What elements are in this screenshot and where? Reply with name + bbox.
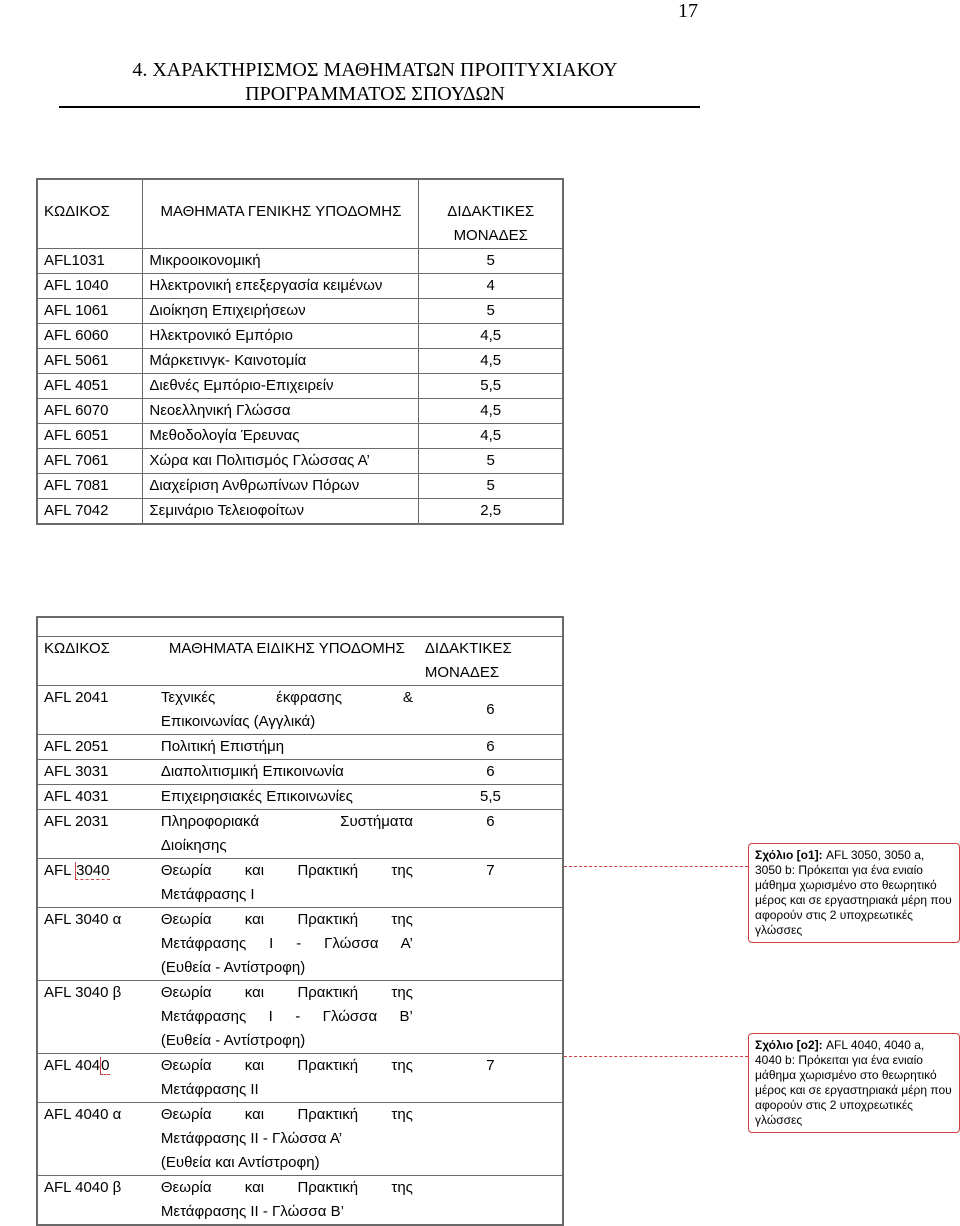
table-row [37,1176,563,1226]
table-row [37,499,563,525]
row-code: AFL 4040 α [37,1103,155,1176]
title-underline [59,106,700,108]
row-course: Ηλεκτρονικό Εμπόριο [143,324,419,349]
row-course [155,981,419,1054]
course-line-1: Θεωρία και Πρακτική της [160,862,413,879]
row-credits [419,1176,563,1226]
course-line-3: (Ευθεία και Αντίστροφη) [160,1154,320,1171]
course-line-1: Θεωρία και Πρακτική της [160,1179,413,1196]
table-row [37,810,563,859]
row-code: AFL 4031 [37,785,155,810]
page-title [55,58,695,106]
row-code: AFL 6051 [37,424,143,449]
row-code: AFL 7081 [37,474,143,499]
row-course [155,859,419,908]
comment-label: Σχόλιο [o1]: [755,848,823,862]
row-credits: 2,5 [419,499,563,525]
row-credits: 6 [419,686,563,735]
row-credits: 5 [419,249,563,274]
row-credits: 5 [419,449,563,474]
table-top-spacer [37,617,563,637]
row-code: AFL 5061 [37,349,143,374]
table-row [37,449,563,474]
row-course: Χώρα και Πολιτισμός Γλώσσας Α’ [143,449,419,474]
row-credits: 4,5 [419,349,563,374]
table-row [37,785,563,810]
course-line-2: Μετάφρασης ΙΙ - Γλώσσα Β’ [160,1203,344,1220]
course-line-3: (Ευθεία - Αντίστροφη) [160,959,306,976]
table-row [37,474,563,499]
row-code: AFL 1061 [37,299,143,324]
row-credits: 4,5 [419,424,563,449]
row-credits: 5 [419,299,563,324]
row-credits: 6 [419,810,563,859]
comment-leader-line [564,1056,748,1057]
row-course: Πολιτική Επιστήμη [155,735,419,760]
table-row [37,686,563,735]
course-line-1: Θεωρία και Πρακτική της [160,911,413,928]
commented-code-anchor[interactable]: 3040 [76,862,110,879]
row-code: AFL 4040 β [37,1176,155,1226]
course-line-2: Μετάφρασης Ι - Γλώσσα Β’ [160,1008,413,1025]
table-row [37,349,563,374]
comment-label: Σχόλιο [o2]: [755,1038,823,1052]
row-credits: 4,5 [419,324,563,349]
row-course: Διαπολιτισμική Επικοινωνία [155,760,419,785]
row-code: AFL 2031 [37,810,155,859]
row-code: AFL 3040 β [37,981,155,1054]
course-line-1: Πληροφοριακά Συστήματα [160,813,413,830]
table-row [37,324,563,349]
page-number: 17 [678,0,698,22]
table-row [37,859,563,908]
course-line-1: Τεχνικές έκφρασης & [160,689,413,706]
row-code: AFL 1040 [37,274,143,299]
row-code: AFL 7042 [37,499,143,525]
row-course: Μάρκετινγκ- Καινοτομία [143,349,419,374]
row-credits: 5 [419,474,563,499]
course-line-2: Μετάφρασης ΙΙ [160,1081,259,1098]
table-header-row [37,200,563,249]
row-credits: 4 [419,274,563,299]
row-course [155,1176,419,1226]
table-top-spacer [37,179,563,200]
special-courses-table [36,616,564,1226]
course-line-3: (Ευθεία - Αντίστροφη) [160,1032,306,1049]
row-credits: 7 [419,1054,563,1103]
table-row [37,908,563,981]
code-prefix: AFL [44,862,76,879]
header-course: ΜΑΘΗΜΑΤΑ ΓΕΝΙΚΗΣ ΥΠΟΔΟΜΗΣ [143,200,419,249]
row-credits: 6 [419,735,563,760]
header-code: ΚΩΔΙΚΟΣ [37,637,155,686]
table-row [37,399,563,424]
row-course [155,686,419,735]
row-credits: 7 [419,859,563,908]
code-prefix: AFL 404 [44,1057,101,1074]
general-courses-table [36,178,564,525]
title-line-2: ΠΡΟΓΡΑΜΜΑΤΟΣ ΣΠΟΥΔΩΝ [245,83,505,105]
table-row [37,374,563,399]
table-row [37,735,563,760]
row-code [37,1054,155,1103]
row-code: AFL 3031 [37,760,155,785]
row-course [155,1103,419,1176]
row-course [155,810,419,859]
header-credits: ΔΙΔΑΚΤΙΚΕΣ ΜΟΝΑΔΕΣ [419,200,563,249]
table-row [37,274,563,299]
row-code: AFL 4051 [37,374,143,399]
comment-balloon[interactable] [748,843,960,943]
row-course: Ηλεκτρονική επεξεργασία κειμένων [143,274,419,299]
row-credits [419,981,563,1054]
row-code: AFL 7061 [37,449,143,474]
course-line-1: Θεωρία και Πρακτική της [160,1106,413,1123]
table-row [37,1054,563,1103]
course-line-2: Διοίκησης [160,837,227,854]
table-row [37,424,563,449]
comment-leader-line [564,866,748,867]
title-line-1: 4. ΧΑΡΑΚΤΗΡΙΣΜΟΣ ΜΑΘΗΜΑΤΩΝ ΠΡΟΠΤΥΧΙΑΚΟΥ [132,59,618,81]
row-code: AFL1031 [37,249,143,274]
course-line-2: Μετάφρασης Ι - Γλώσσα Α’ [160,935,413,952]
comment-text: AFL 4040, 4040 a, 4040 b: Πρόκειται για ένα ενιαίο μάθημα χωρισμένο στο θεωρητικό μέρος και σε εργαστηριακά μέρη που αφορούν στις 2 υποχρεωτικές γλώσσες [755,1038,952,1127]
row-course: Μικροοικονομική [143,249,419,274]
row-course: Διοίκηση Επιχειρήσεων [143,299,419,324]
row-code: AFL 3040 α [37,908,155,981]
row-course: Επιχειρησιακές Επικοινωνίες [155,785,419,810]
header-code: ΚΩΔΙΚΟΣ [37,200,143,249]
table-row [37,981,563,1054]
row-credits: 6 [419,760,563,785]
row-credits: 4,5 [419,399,563,424]
table-row [37,760,563,785]
table-row [37,249,563,274]
course-line-1: Θεωρία και Πρακτική της [160,1057,413,1074]
course-line-2: Μετάφρασης Ι [160,886,255,903]
row-course [155,908,419,981]
row-code [37,859,155,908]
row-credits: 5,5 [419,374,563,399]
course-line-1: Θεωρία και Πρακτική της [160,984,413,1001]
row-course: Νεοελληνική Γλώσσα [143,399,419,424]
row-credits [419,908,563,981]
table-row [37,299,563,324]
row-course: Σεμινάριο Τελειοφοίτων [143,499,419,525]
course-line-2: Επικοινωνίας (Αγγλικά) [160,713,316,730]
course-line-2: Μετάφρασης ΙΙ - Γλώσσα Α’ [160,1130,343,1147]
table-row [37,1103,563,1176]
row-code: AFL 2041 [37,686,155,735]
row-course: Διεθνές Εμπόριο-Επιχειρείν [143,374,419,399]
row-credits: 5,5 [419,785,563,810]
row-course [155,1054,419,1103]
commented-code-anchor[interactable]: 0 [101,1057,110,1074]
row-code: AFL 6060 [37,324,143,349]
table-header-row [37,637,563,686]
row-credits [419,1103,563,1176]
row-code: AFL 2051 [37,735,155,760]
comment-text: AFL 3050, 3050 a, 3050 b: Πρόκειται για ένα ενιαίο μάθημα χωρισμένο στο θεωρητικό μέρος και σε εργαστηριακά μέρη που αφορούν στις 2 υποχρεωτικές γλώσσες [755,848,952,937]
row-course: Μεθοδολογία Έρευνας [143,424,419,449]
comment-balloon[interactable] [748,1033,960,1133]
row-code: AFL 6070 [37,399,143,424]
row-course: Διαχείριση Ανθρωπίνων Πόρων [143,474,419,499]
header-course: ΜΑΘΗΜΑΤΑ ΕΙΔΙΚΗΣ ΥΠΟΔΟΜΗΣ [155,637,419,686]
header-credits: ΔΙΔΑΚΤΙΚΕΣ ΜΟΝΑΔΕΣ [419,637,563,686]
